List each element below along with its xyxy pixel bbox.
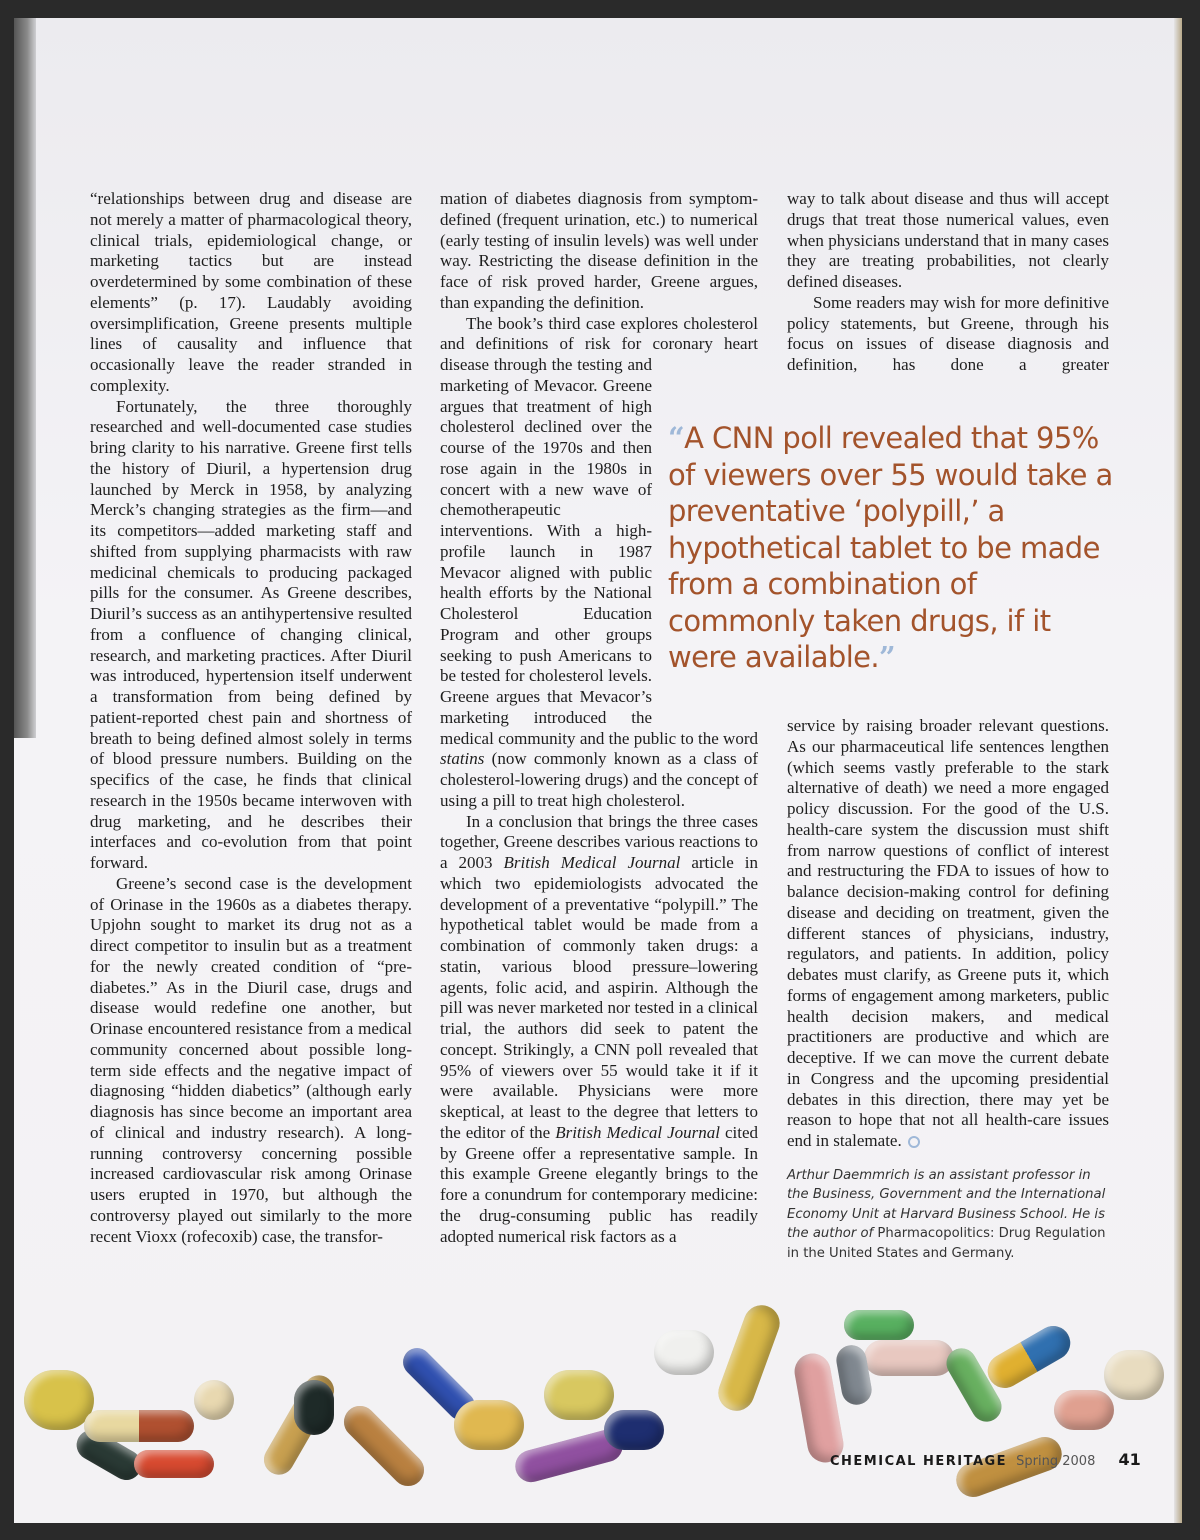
journal-title: British Medical Journal [503, 853, 681, 872]
paragraph: mation of diabetes diagnosis from symptom-defined (frequent urination, etc.) to numerical (early testing of insulin levels) was well under way. Restricting the disease definition in the face of risk proved harder, Greene argues, than expanding the definition. [440, 189, 758, 312]
pill-image [84, 1410, 194, 1442]
bio-text: Arthur Daemmrich is an assistant professor in the Business, Government and the International Economy Unit at Harvard Business School. He is the author of [787, 1167, 1106, 1242]
page-footer [830, 1450, 1141, 1469]
pill-image [24, 1370, 94, 1430]
text: (now commonly known as a class of cholesterol-lowering drugs) and the concept of using a pill to treat high cholesterol. [440, 749, 758, 810]
issue-date: Spring 2008 [1016, 1454, 1096, 1469]
pull-quote [668, 420, 1118, 676]
text: In a conclusion that brings the three cases together, Greene describes various reactions to a 2003 [440, 811, 758, 872]
paragraph: way to talk about disease and thus will accept drugs that treat those numerical values, even when physicians understand that in many cases they are treating probabilities, not clearly defined diseases. [787, 189, 1109, 291]
text: The book’s third case explores cholesterol and definitions of risk for coronary heart disease through the testing and marketing of Mevacor. Greene argues that treatment of high cholesterol declined over the course of the 1970s and then rose again in the 1980s in concert with a new wave of chemotherapeutic interventions. With a high-profile launch in 1987 Mevacor aligned with public health efforts by the National Cholesterol Education Program and other groups seeking to push Americans to be tested for cholesterol levels. Greene argues that Mevacor’s marketing introduced the medical community and the public to the word [440, 313, 758, 748]
binding-shadow [14, 18, 36, 738]
page-number: 41 [1118, 1450, 1141, 1469]
paragraph [787, 716, 1109, 1152]
pill-image [337, 1399, 430, 1492]
column-3-bottom [787, 716, 1109, 1263]
paragraph: “relationships between drug and disease are not merely a matter of pharmacological theory, clinical trials, epidemiological change, or marketing tactics but are instead overdetermined by some combination of these elements” (p. 17). Laudably avoiding oversimplification, Greene presents multiple lines of causality and influence that occasionally leave the reader stranded in complexity. [90, 189, 412, 395]
paragraph: Fortunately, the three thoroughly researched and well-documented case studies bring clarity to his narrative. Greene first tells the history of Diuril, a hypertension drug launched by Merck in 1958, by analyzing Merck’s changing strategies as the firm—and its competitors—added marketing staff and shifted from supplying pharmacists with raw medicinal chemicals to producing packaged pills for the consumer. As Greene describes, Diuril’s success as an antihypertensive resulted from a confluence of changing clinical, research, and marketing practices. After Diuril was introduced, hypertension itself underwent a transformation from being defined by patient-reported chest pain and shortness of breath to being defined almost solely in terms of blood pressure numbers. Building on the specifics of the case, he finds that clinical research in the 1950s became interwoven with drug marketing, and he describes their interfaces and co-evolution from that point forward. [90, 396, 412, 872]
text: article in which two epidemiologists advocated the development of a preventative “polypill.” The hypothetical tablet would be made from a combination of commonly taken drugs: a statin, various blood pressure–lowering agents, folic acid, and aspirin. Although the pill was never marketed nor tested in a clinical trial, the authors did seek to patent the concept. Strikingly, a CNN poll revealed that 95% of viewers over 55 would take it if it were available. Physicians were more skeptical, at least to the degree that letters to the editor of the [440, 853, 758, 1142]
pill-image [654, 1330, 714, 1375]
column-2 [440, 189, 758, 1247]
pill-image [544, 1370, 614, 1420]
paragraph [440, 812, 758, 1248]
column-1 [90, 189, 412, 1247]
journal-title: British Medical Journal [555, 1122, 720, 1142]
pill-image [604, 1410, 664, 1450]
magazine-name: CHEMICAL HERITAGE [830, 1454, 1008, 1469]
pill-image [1104, 1350, 1164, 1400]
book-title: Pharmacopolitics: Drug Regulation in the United States and Germany. [787, 1226, 1106, 1261]
pill-image [294, 1380, 334, 1435]
pill-image [713, 1300, 784, 1416]
pill-image [454, 1400, 524, 1450]
pill-image [134, 1450, 214, 1478]
paragraph: Some readers may wish for more definitive policy statements, but Greene, through his focus on issues of disease diagnosis and definition, has done a greater [787, 292, 1109, 374]
paragraph: Greene’s second case is the development of Orinase in the 1960s as a diabetes therapy. Upjohn sought to market its drug not as a direct competitor to insulin but as a treatment for the newly created condition of “pre-diabetes.” As in the Diuril case, drugs and disease would redefine one another, but Orinase encountered resistance from a medical community concerned about possible long-term side effects and the negative impact of diagnosing “hidden diabetics” (although early diagnosis has since become an important area of clinical and industry research). A long-running controversy concerning possible increased cardiovascular risk among Orinase users erupted in 1970, but although the controversy played out similarly to the more recent Vioxx (rofecoxib) case, the transfor- [90, 873, 412, 1246]
pill-image [844, 1310, 914, 1340]
author-bio [787, 1166, 1109, 1264]
pill-image [982, 1320, 1077, 1394]
text: service by raising broader relevant questions. As our pharmaceutical life sentences lengthen (which seems vastly preferable to the stark alternative of death) we need a more engaged policy discussion. For the good of the U.S. health-care system the discussion must shift from narrow questions of conflict of interest and restructuring the FDA to issues of how to balance decision-making control for defining disease and deciding on treatment, given the different stances of physicians, industry, regulators, and patients. In addition, policy debates must clarify, as Greene puts it, which forms of engagement among marketers, public health decision makers, and medical practitioners are productive and which are deceptive. If we can move the current debate in Congress and the upcoming presidential debates in this direction, there may yet be reason to hope that not all health-care issues end in stalemate. [787, 716, 1109, 1150]
column-3-top [787, 189, 1109, 376]
italic-text: statins [440, 749, 485, 769]
text: cited by Greene offer a representative sample. In this example Greene elegantly brings to the fore a conundrum for contemporary medicine: the drug-consuming public has readily adopted numerical risk factors as a [440, 1122, 758, 1246]
open-quote-icon: “ [668, 421, 685, 455]
pull-quote-text: A CNN poll revealed that 95% of viewers over 55 would take a preventative ‘polypill,’ a hypothetical tablet to be made from a combination of commonly taken drugs, if it were available. [668, 421, 1113, 674]
close-quote-icon: ” [879, 640, 896, 674]
pill-image [864, 1340, 954, 1376]
end-mark-icon [908, 1136, 920, 1148]
pill-image [194, 1380, 234, 1420]
pills-photo [14, 1290, 1182, 1505]
pill-image [1054, 1390, 1114, 1430]
